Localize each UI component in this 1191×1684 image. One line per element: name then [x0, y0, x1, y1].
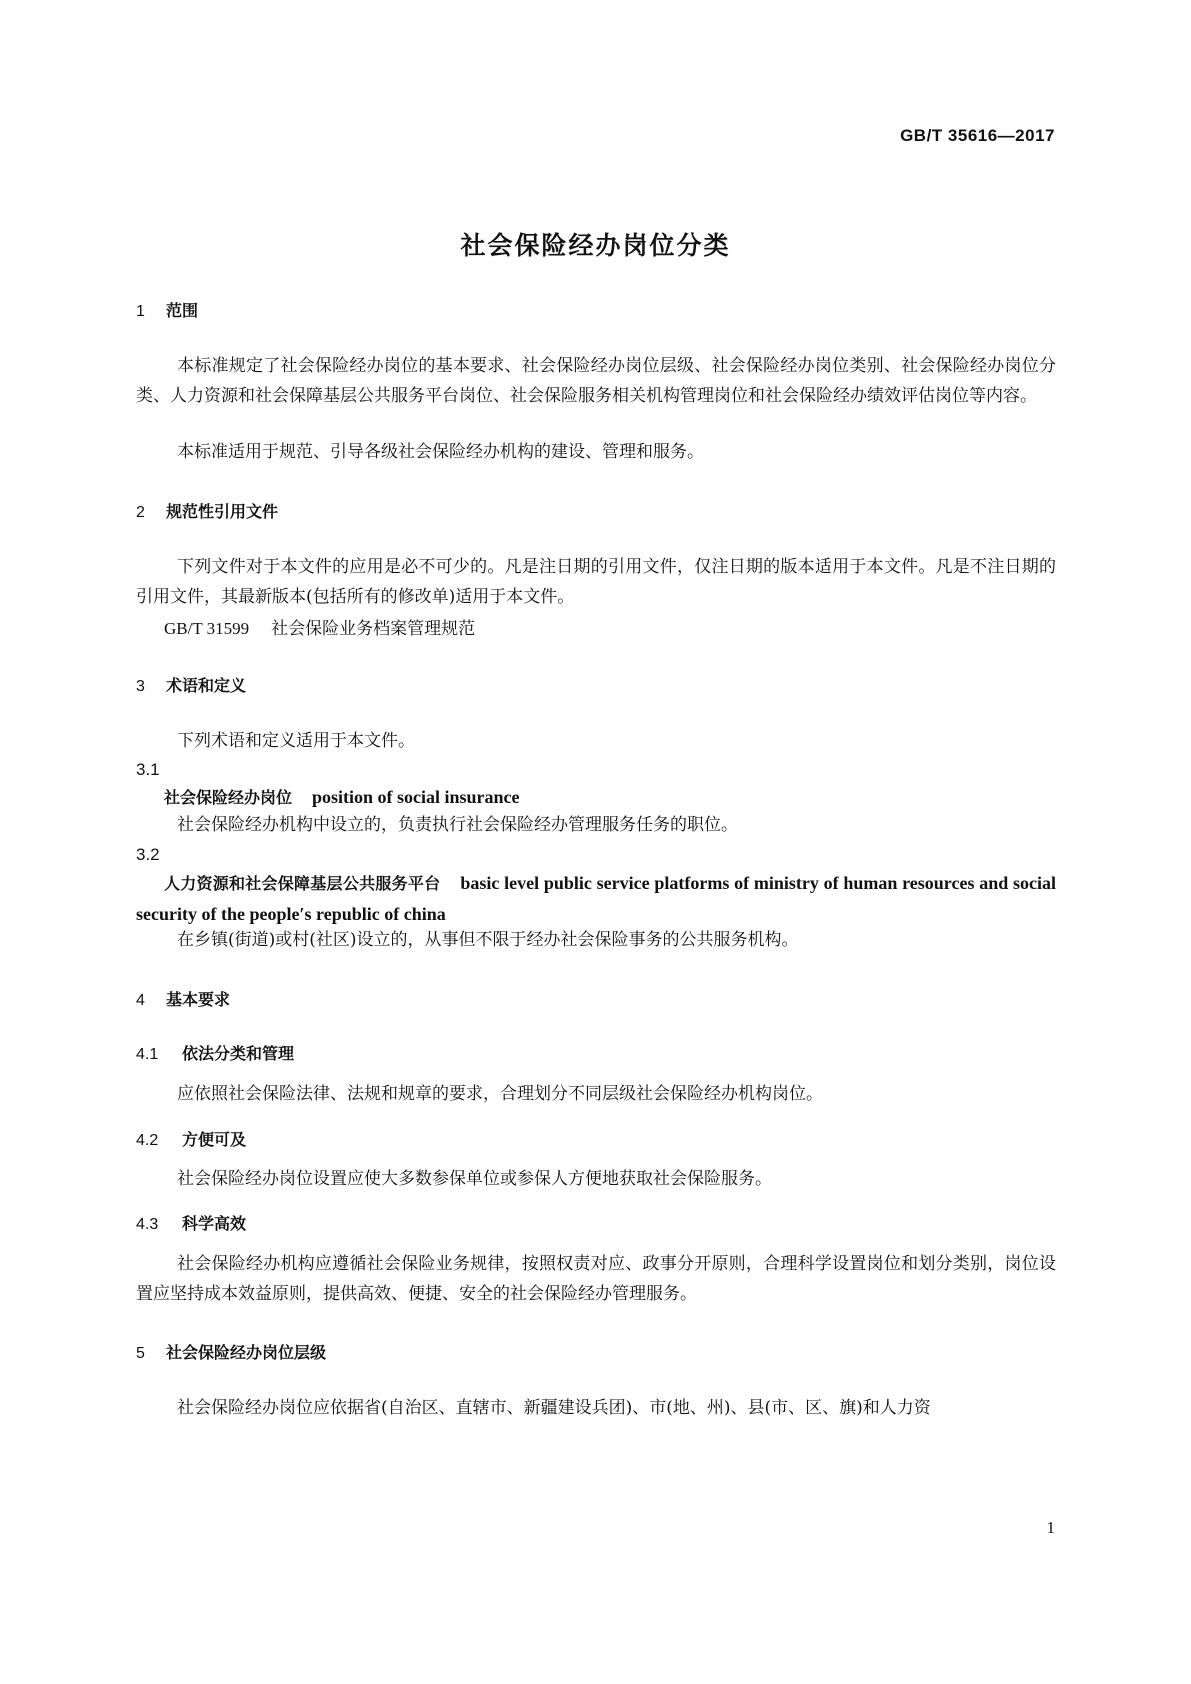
section-number: 2: [136, 504, 145, 521]
section-1-paragraph-1: 本标准规定了社会保险经办岗位的基本要求、社会保险经办岗位层级、社会保险经办岗位类别、社会保险经办岗位分类、人力资源和社会保障基层公共服务平台岗位、社会保险服务相关机构管理岗位和社会保险经办绩效评估岗位等内容。: [136, 356, 1056, 406]
term-2-chinese: 人力资源和社会保障基层公共服务平台: [164, 874, 441, 893]
term-1-english: position of social insurance: [312, 787, 520, 807]
section-title: 术语和定义: [166, 676, 247, 695]
section-2-paragraph-1: 下列文件对于本文件的应用是必不可少的。凡是注日期的引用文件，仅注日期的版本适用于本文件。凡是不注日期的引用文件，其最新版本(包括所有的修改单)适用于本文件。: [136, 557, 1056, 607]
section-number: 5: [136, 1345, 145, 1362]
term-2-english: basic level public service platforms of ministry of human resources and social security of the people′s republic of china: [136, 873, 1056, 924]
subsection-title: 科学高效: [182, 1214, 247, 1233]
section-title: 基本要求: [166, 990, 231, 1009]
normative-reference: [164, 614, 475, 639]
section-title: 范围: [166, 301, 199, 320]
reference-code: GB/T 31599: [164, 619, 250, 638]
section-4-1-text: 应依照社会保险法律、法规和规章的要求，合理划分不同层级社会保险经办机构岗位。: [177, 1084, 823, 1104]
subsection-title: 方便可及: [182, 1130, 247, 1149]
term-2-number: 3.2: [136, 845, 160, 864]
subsection-title: 依法分类和管理: [182, 1044, 295, 1063]
term-1-chinese: 社会保险经办岗位: [164, 788, 293, 807]
term-1-heading: [136, 782, 1056, 813]
section-1-heading: [136, 298, 198, 321]
section-title: 社会保险经办岗位层级: [166, 1343, 327, 1362]
section-number: 4: [136, 992, 145, 1009]
term-2-definition: 在乡镇(街道)或村(社区)设立的，从事但不限于经办社会保险事务的公共服务机构。: [177, 930, 799, 950]
section-4-2-text: 社会保险经办岗位设置应使大多数参保单位或参保人方便地获取社会保险服务。: [177, 1169, 772, 1189]
subsection-number: 4.2: [136, 1132, 159, 1149]
section-number: 1: [136, 303, 145, 320]
page-number: 1: [1046, 1518, 1055, 1537]
section-4-2-heading: [136, 1127, 246, 1150]
term-2-heading: [136, 868, 1056, 930]
section-3-heading: [136, 673, 246, 696]
section-3-intro: 下列术语和定义适用于本文件。: [177, 731, 415, 751]
section-2-heading: [136, 499, 278, 522]
reference-title: 社会保险业务档案管理规范: [271, 619, 476, 639]
section-number: 3: [136, 678, 145, 695]
section-title: 规范性引用文件: [166, 502, 279, 521]
subsection-number: 4.3: [136, 1216, 159, 1233]
section-1-paragraph-2: 本标准适用于规范、引导各级社会保险经办机构的建设、管理和服务。: [177, 442, 704, 462]
document-title: 社会保险经办岗位分类: [460, 231, 731, 260]
section-5-paragraph-1: 社会保险经办岗位应依据省(自治区、直辖市、新疆建设兵团)、市(地、州)、县(市、区、旗)和人力资: [177, 1398, 931, 1418]
standard-code: GB/T 35616—2017: [900, 126, 1055, 145]
term-1-definition: 社会保险经办机构中设立的，负责执行社会保险经办管理服务任务的职位。: [177, 815, 738, 835]
section-4-3-heading: [136, 1211, 246, 1234]
term-1-number: 3.1: [136, 760, 160, 779]
section-4-heading: [136, 987, 230, 1010]
subsection-number: 4.1: [136, 1046, 159, 1063]
section-5-heading: [136, 1340, 326, 1363]
section-4-3-text: 社会保险经办机构应遵循社会保险业务规律，按照权责对应、政事分开原则，合理科学设置岗位和划分类别，岗位设置应坚持成本效益原则，提供高效、便捷、安全的社会保险经办管理服务。: [136, 1254, 1056, 1304]
section-4-1-heading: [136, 1041, 294, 1064]
